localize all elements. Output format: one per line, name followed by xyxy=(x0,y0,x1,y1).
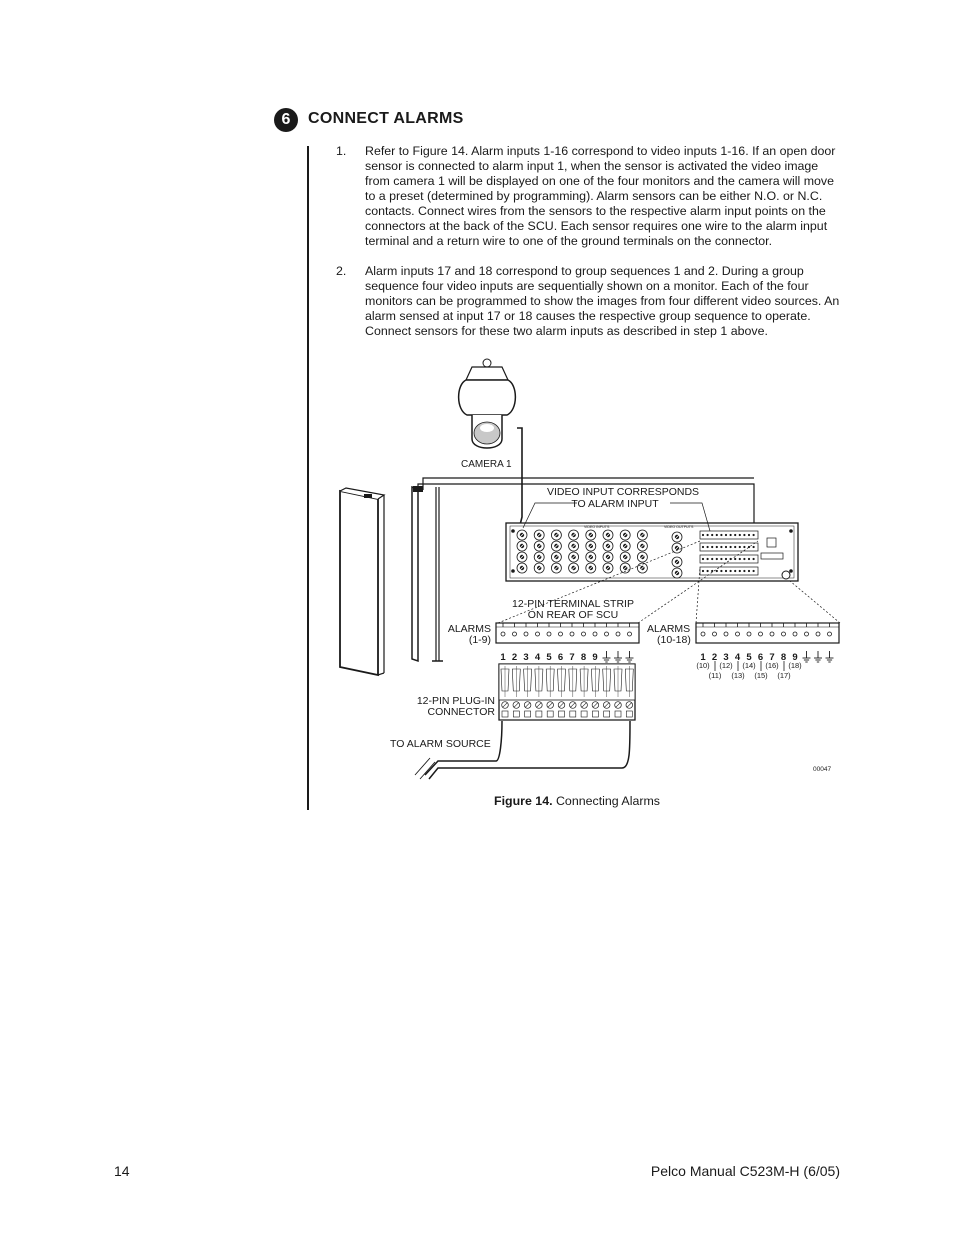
pin-number: 7 xyxy=(569,652,575,663)
bnc-connector-icon xyxy=(569,541,579,551)
bnc-connector-icon xyxy=(534,552,544,562)
pin-number: 3 xyxy=(723,652,729,663)
pin-number: 3 xyxy=(523,652,529,663)
bnc-connector-icon xyxy=(569,552,579,562)
ground-icon xyxy=(614,651,622,662)
step-number: 1. xyxy=(336,144,347,158)
terminal-strip-alarms-10-18 xyxy=(696,623,839,643)
pin-number: 6 xyxy=(757,652,764,663)
pin-number: 5 xyxy=(746,652,752,663)
figure-caption-label: Figure 14. xyxy=(494,794,553,808)
pin-number: 7 xyxy=(769,652,775,663)
plug-in-connector xyxy=(499,664,635,720)
page-number: 14 xyxy=(114,1163,130,1179)
bnc-connector-icon xyxy=(637,541,647,551)
pin-number: 4 xyxy=(734,652,741,663)
bnc-connector-icon xyxy=(551,563,561,573)
plug-in-label-line1: 12-PIN PLUG-IN xyxy=(416,695,495,707)
alarm-number: (13) xyxy=(731,671,745,680)
bnc-connector-icon xyxy=(569,563,579,573)
bnc-connector-icon xyxy=(603,563,613,573)
alarm-number: (11) xyxy=(708,671,722,680)
bnc-connector-icon xyxy=(586,541,596,551)
figure-code: 00047 xyxy=(813,766,832,773)
ground-icon xyxy=(814,651,822,662)
alarm-source-wire xyxy=(429,721,630,779)
terminal-strip-alarms-1-9 xyxy=(496,623,639,643)
step-number-badge: 6 xyxy=(274,108,298,132)
pin-number: 4 xyxy=(534,652,541,663)
ground-symbols xyxy=(603,651,634,662)
video-cable xyxy=(517,428,522,525)
bnc-connector-icon xyxy=(586,563,596,573)
alarm-number: (16) xyxy=(765,661,779,670)
plug-in-label-line2: CONNECTOR xyxy=(427,706,495,718)
step-text: Alarm inputs 17 and 18 correspond to group sequences 1 and 2. During a group sequence four video inputs are sequentially shown on a monitor. Each of the four monitors can be programmed to show the images from four different video sources. An alarm sensed at input 17 or 18 causes the respective group sequence to operate. Connect sensors for these two alarm inputs as described in step 1 above. xyxy=(365,264,840,338)
alarm-number: (15) xyxy=(754,671,768,680)
step-number: 2. xyxy=(336,264,347,278)
bnc-connector-icon xyxy=(517,563,527,573)
pin-number: 2 xyxy=(511,652,518,663)
bnc-connector-icon xyxy=(637,530,647,540)
bnc-connector-icon xyxy=(551,530,561,540)
pin-number: 6 xyxy=(557,652,564,663)
left-pin-numbers xyxy=(500,652,597,663)
bnc-connector-icon xyxy=(551,552,561,562)
bnc-connector-icon xyxy=(517,541,527,551)
pin-number: 2 xyxy=(711,652,718,663)
bnc-connector-icon xyxy=(569,530,579,540)
bnc-connector-icon xyxy=(586,530,596,540)
bnc-connector-icon xyxy=(672,568,682,578)
bnc-connector-icon xyxy=(534,530,544,540)
pin-number: 5 xyxy=(546,652,552,663)
video-inputs-label: VIDEO INPUTS xyxy=(584,525,610,529)
bnc-connector-icon xyxy=(620,552,630,562)
alarm-number: (10) xyxy=(696,661,710,670)
video-outputs-label: VIDEO OUTPUTS xyxy=(664,525,694,529)
ground-icon xyxy=(626,651,634,662)
alarms-right-label-line1: ALARMS xyxy=(647,623,691,635)
bnc-connector-icon xyxy=(551,541,561,551)
section-title: CONNECT ALARMS xyxy=(308,110,464,127)
manual-reference: Pelco Manual C523M-H (6/05) xyxy=(650,1163,840,1179)
bnc-connector-icon xyxy=(637,563,647,573)
pin-number: 9 xyxy=(792,652,798,663)
alarm-number: (17) xyxy=(777,671,791,680)
ground-icon xyxy=(603,651,611,662)
alarm-number: (12) xyxy=(719,661,733,670)
instruction-list xyxy=(336,144,842,354)
video-input-callout-line1: VIDEO INPUT CORRESPONDS xyxy=(546,486,700,498)
bnc-connector-icon xyxy=(620,530,630,540)
alarms-left-label-line1: ALARMS xyxy=(447,623,491,635)
pin-number: 8 xyxy=(780,652,787,663)
ground-icon xyxy=(803,651,811,662)
pin-number: 8 xyxy=(580,652,587,663)
section-rule xyxy=(307,146,309,810)
scu-rear-panel xyxy=(506,523,798,581)
alarm-number-mapping xyxy=(696,661,802,680)
wiring-diagram xyxy=(330,355,850,780)
alarm-number: (14) xyxy=(742,661,756,670)
alarm-wiring-figure xyxy=(330,355,850,780)
ground-symbols xyxy=(803,651,834,662)
bnc-connector-icon xyxy=(534,563,544,573)
instruction-step xyxy=(336,144,842,249)
pin-number: 1 xyxy=(700,652,706,663)
alarm-number: (18) xyxy=(788,661,802,670)
step-text: Refer to Figure 14. Alarm inputs 1-16 correspond to video inputs 1-16. If an open door sensor is connected to alarm input 1, when the sensor is activated the video image from camera 1 will be displayed on one of the four monitors and the camera will move to a preset (determined by programming). Alarm sensors can be either N.O. or N.C. contacts. Connect wires from the sensors to the respective alarm input points on the connectors at the back of the SCU. Each sensor requires one wire to the alarm input terminal and a return wire to one of the ground terminals on the connector. xyxy=(365,144,836,248)
dome-camera-icon xyxy=(459,359,516,448)
bnc-connector-icon xyxy=(603,552,613,562)
instruction-step xyxy=(336,264,842,339)
pin-number: 9 xyxy=(592,652,598,663)
figure-caption xyxy=(494,794,660,808)
terminal-strip-label-line1: 12-PIN TERMINAL STRIP xyxy=(512,598,634,610)
ground-icon xyxy=(826,651,834,662)
bnc-connector-icon xyxy=(620,541,630,551)
bnc-connector-icon xyxy=(517,552,527,562)
alarms-left-label-line2: (1-9) xyxy=(468,634,491,646)
bnc-connector-icon xyxy=(637,552,647,562)
bnc-connector-icon xyxy=(603,530,613,540)
video-input-callout-line2: TO ALARM INPUT xyxy=(571,498,659,510)
bnc-connector-icon xyxy=(517,530,527,540)
bnc-connector-icon xyxy=(586,552,596,562)
camera-label: CAMERA 1 xyxy=(461,459,512,470)
terminal-strip-label-line2: ON REAR OF SCU xyxy=(527,609,619,621)
bnc-connector-icon xyxy=(672,532,682,542)
figure-caption-text: Connecting Alarms xyxy=(555,794,660,808)
pin-number: 1 xyxy=(500,652,506,663)
door-icon xyxy=(340,486,443,675)
alarm-source-label: TO ALARM SOURCE xyxy=(390,738,491,750)
bnc-connector-icon xyxy=(603,541,613,551)
bnc-connector-icon xyxy=(672,557,682,567)
bnc-connector-icon xyxy=(534,541,544,551)
alarms-right-label-line2: (10-18) xyxy=(657,634,691,646)
